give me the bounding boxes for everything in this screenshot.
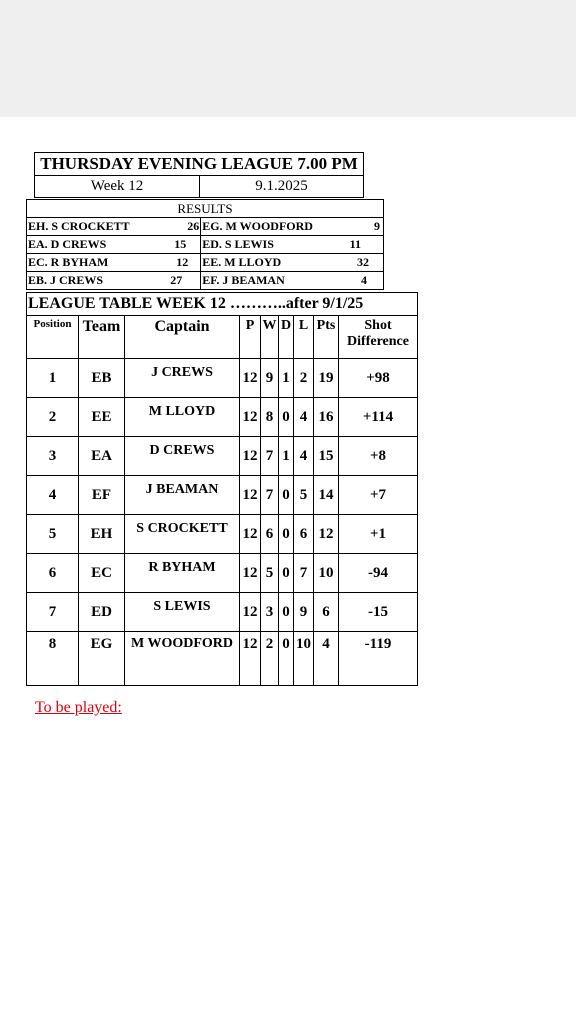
col-team: Team [79, 316, 125, 359]
col-position: Position [27, 316, 79, 359]
col-won: W [261, 316, 279, 359]
position-cell: 4 [27, 476, 79, 515]
result-row [27, 236, 384, 254]
drawn-cell: 0 [279, 632, 294, 686]
team-cell: EB [79, 359, 125, 398]
league-row [27, 398, 418, 437]
position-cell: 5 [27, 515, 79, 554]
played-cell: 12 [240, 632, 261, 686]
league-row [27, 554, 418, 593]
results-heading: RESULTS [27, 200, 384, 218]
team-cell: EC [79, 554, 125, 593]
away-team: EF. J BEAMAN [201, 272, 350, 290]
drawn-cell: 0 [279, 398, 294, 437]
col-played: P [240, 316, 261, 359]
lost-cell: 5 [294, 476, 314, 515]
won-cell: 8 [261, 398, 279, 437]
played-cell: 12 [240, 437, 261, 476]
points-cell: 10 [314, 554, 339, 593]
points-cell: 16 [314, 398, 339, 437]
home-team: EC. R BYHAM [27, 254, 166, 272]
points-cell: 15 [314, 437, 339, 476]
position-cell: 2 [27, 398, 79, 437]
shot-difference-cell: -15 [339, 593, 418, 632]
away-score: 11 [350, 236, 384, 254]
points-cell: 19 [314, 359, 339, 398]
drawn-cell: 1 [279, 437, 294, 476]
team-cell: EE [79, 398, 125, 437]
league-row [27, 476, 418, 515]
week-label: Week 12 [35, 176, 200, 198]
league-row [27, 632, 418, 686]
away-score: 9 [350, 218, 384, 236]
position-cell: 7 [27, 593, 79, 632]
home-score: 15 [166, 236, 201, 254]
league-row [27, 359, 418, 398]
result-row [27, 254, 384, 272]
position-cell: 1 [27, 359, 79, 398]
lost-cell: 6 [294, 515, 314, 554]
drawn-cell: 0 [279, 593, 294, 632]
drawn-cell: 0 [279, 554, 294, 593]
col-drawn: D [279, 316, 294, 359]
won-cell: 7 [261, 476, 279, 515]
col-points: Pts [314, 316, 339, 359]
away-score: 32 [350, 254, 384, 272]
won-cell: 9 [261, 359, 279, 398]
shot-difference-cell: +98 [339, 359, 418, 398]
home-team: EB. J CREWS [27, 272, 166, 290]
position-cell: 3 [27, 437, 79, 476]
won-cell: 7 [261, 437, 279, 476]
shot-difference-cell: -119 [339, 632, 418, 686]
team-cell: EG [79, 632, 125, 686]
played-cell: 12 [240, 593, 261, 632]
col-lost: L [294, 316, 314, 359]
captain-cell: M LLOYD [125, 398, 240, 437]
team-cell: EA [79, 437, 125, 476]
lost-cell: 2 [294, 359, 314, 398]
date-label: 9.1.2025 [200, 176, 364, 198]
captain-cell: R BYHAM [125, 554, 240, 593]
position-cell: 8 [27, 632, 79, 686]
points-cell: 6 [314, 593, 339, 632]
lost-cell: 4 [294, 398, 314, 437]
played-cell: 12 [240, 359, 261, 398]
captain-cell: J BEAMAN [125, 476, 240, 515]
home-score: 12 [166, 254, 201, 272]
played-cell: 12 [240, 476, 261, 515]
lost-cell: 10 [294, 632, 314, 686]
team-cell: EF [79, 476, 125, 515]
shot-difference-cell: +7 [339, 476, 418, 515]
league-row [27, 593, 418, 632]
home-score: 27 [166, 272, 201, 290]
shot-difference-cell: +114 [339, 398, 418, 437]
league-row [27, 515, 418, 554]
drawn-cell: 0 [279, 476, 294, 515]
lost-cell: 9 [294, 593, 314, 632]
league-table-title: LEAGUE TABLE WEEK 12 ………..after 9/1/25 [27, 293, 418, 316]
to-be-played-link[interactable]: To be played: [35, 699, 122, 716]
team-cell: EH [79, 515, 125, 554]
captain-cell: M WOODFORD [125, 632, 240, 686]
league-table [26, 292, 418, 686]
played-cell: 12 [240, 554, 261, 593]
away-team: ED. S LEWIS [201, 236, 350, 254]
shot-difference-cell: +1 [339, 515, 418, 554]
drawn-cell: 0 [279, 515, 294, 554]
result-row [27, 218, 384, 236]
top-bar [0, 0, 576, 117]
league-row [27, 437, 418, 476]
won-cell: 6 [261, 515, 279, 554]
col-shot-difference: Shot Difference [339, 316, 418, 359]
lost-cell: 7 [294, 554, 314, 593]
column-headers [27, 316, 418, 359]
away-score: 4 [350, 272, 384, 290]
away-team: EG. M WOODFORD [201, 218, 350, 236]
team-cell: ED [79, 593, 125, 632]
col-captain: Captain [125, 316, 240, 359]
league-header [34, 152, 364, 198]
points-cell: 12 [314, 515, 339, 554]
result-row [27, 272, 384, 290]
captain-cell: J CREWS [125, 359, 240, 398]
captain-cell: D CREWS [125, 437, 240, 476]
drawn-cell: 1 [279, 359, 294, 398]
captain-cell: S CROCKETT [125, 515, 240, 554]
won-cell: 3 [261, 593, 279, 632]
played-cell: 12 [240, 398, 261, 437]
won-cell: 5 [261, 554, 279, 593]
won-cell: 2 [261, 632, 279, 686]
played-cell: 12 [240, 515, 261, 554]
league-title: THURSDAY EVENING LEAGUE 7.00 PM [35, 153, 364, 176]
away-team: EE. M LLOYD [201, 254, 350, 272]
position-cell: 6 [27, 554, 79, 593]
shot-difference-cell: +8 [339, 437, 418, 476]
shot-difference-cell: -94 [339, 554, 418, 593]
results-table [26, 199, 384, 290]
home-team: EH. S CROCKETT [27, 218, 166, 236]
lost-cell: 4 [294, 437, 314, 476]
captain-cell: S LEWIS [125, 593, 240, 632]
home-team: EA. D CREWS [27, 236, 166, 254]
points-cell: 4 [314, 632, 339, 686]
points-cell: 14 [314, 476, 339, 515]
home-score: 26 [166, 218, 201, 236]
